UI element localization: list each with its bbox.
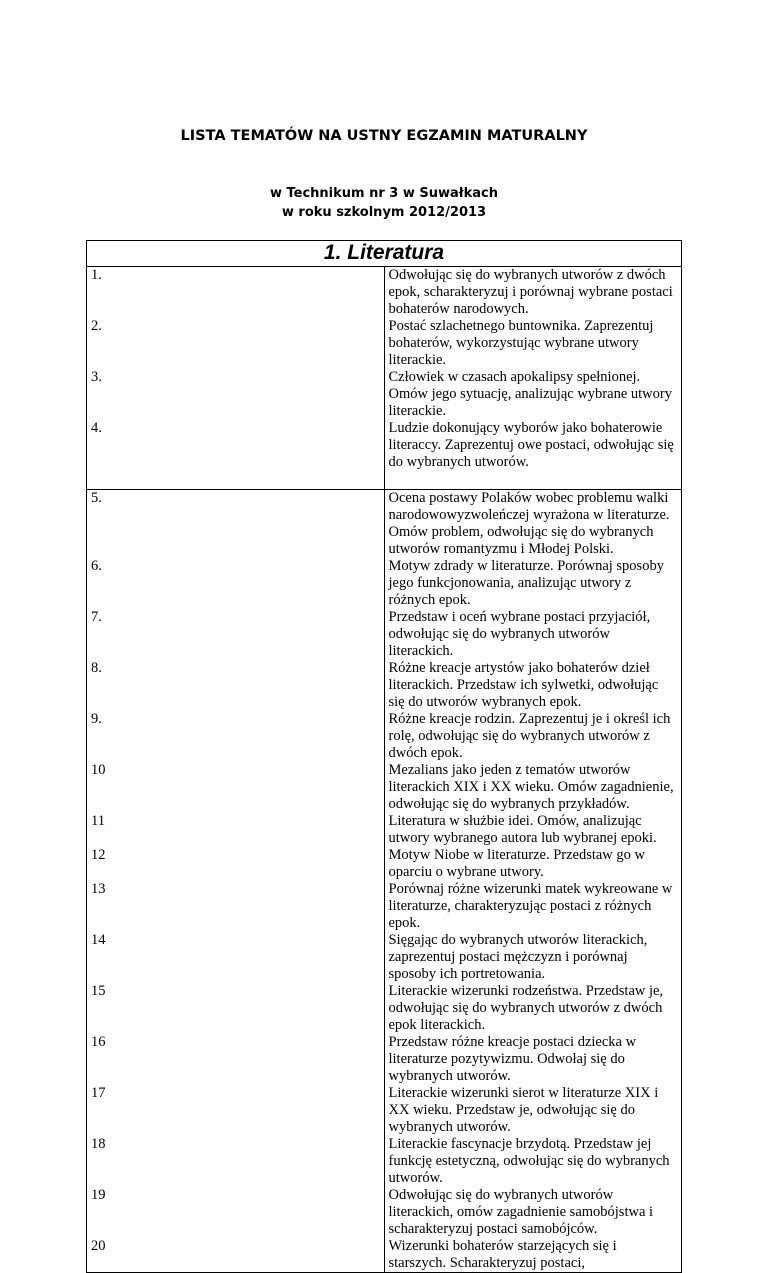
topic-number: 4. xyxy=(91,420,102,436)
topic-number: 12 xyxy=(91,847,106,863)
topics-group xyxy=(87,490,682,1273)
topic-number: 18 xyxy=(91,1136,106,1152)
section-heading-row xyxy=(87,241,682,267)
topic-number: 9. xyxy=(91,711,102,727)
topic-number-column xyxy=(87,490,385,1273)
topic-number: 1. xyxy=(91,267,102,283)
topic-text: Wizerunki bohaterów starzejących się i starszych. Scharakteryzuj postaci, xyxy=(388,1238,617,1271)
topic-text: Mezalians jako jeden z tematów utworów literackich XIX i XX wieku. Omów zagadnienie, odwołując się do wybranych przykładów. xyxy=(388,762,674,812)
topic-number: 19 xyxy=(91,1187,106,1203)
school-name: w Technikum nr 3 w Suwałkach xyxy=(269,186,499,201)
topic-text: Literackie wizerunki sierot w literaturze XIX i XX wieku. Przedstaw je, odwołując się do wybranych utworów. xyxy=(388,1085,659,1135)
topic-text: Sięgając do wybranych utworów literackich, zaprezentuj postaci mężczyzn i porównaj sposoby ich portretowania. xyxy=(388,932,648,982)
topic-text: Przedstaw i oceń wybrane postaci przyjaciół, odwołując się do wybranych utworów literackich. xyxy=(388,609,651,659)
topics-group xyxy=(87,267,682,490)
topic-text: Odwołując się do wybranych utworów literackich, omów zagadnienie samobójstwa i scharakteryzuj postaci samobójców. xyxy=(388,1187,654,1237)
topic-text: Literatura w służbie idei. Omów, analizując utwory wybranego autora lub wybranej epoki. xyxy=(388,813,657,846)
topic-text: Przedstaw różne kreacje postaci dziecka w literaturze pozytywizmu. Odwołaj się do wybranych utworów. xyxy=(388,1034,637,1084)
topic-number: 7. xyxy=(91,609,102,625)
topic-text: Literackie fascynacje brzydotą. Przedstaw jej funkcję estetyczną, odwołując się do wybranych utworów. xyxy=(388,1136,670,1186)
topic-number: 13 xyxy=(91,881,106,897)
topic-text-column xyxy=(384,490,682,1273)
topic-text-column xyxy=(384,267,682,490)
document-subtitle xyxy=(0,184,768,222)
topic-number: 10 xyxy=(91,762,106,778)
topic-text: Różne kreacje rodzin. Zaprezentuj je i określ ich rolę, odwołując się do wybranych utworów z dwóch epok. xyxy=(388,711,671,761)
topic-text: Różne kreacje artystów jako bohaterów dzieł literackich. Przedstaw ich sylwetki, odwołując się do utworów wybranych epok. xyxy=(388,660,659,710)
topic-text: Motyw Niobe w literaturze. Przedstaw go w oparciu o wybrane utwory. xyxy=(388,847,646,880)
topic-text: Człowiek w czasach apokalipsy spełnionej. Omów jego sytuację, analizując wybrane utwory literackie. xyxy=(388,369,672,419)
topics-table xyxy=(86,240,682,1273)
topic-number: 15 xyxy=(91,983,106,999)
topic-text: Porównaj różne wizerunki matek wykreowane w literaturze, charakteryzując postaci z różnych epok. xyxy=(388,881,673,931)
topic-number: 8. xyxy=(91,660,102,676)
topic-text: Postać szlachetnego buntownika. Zaprezentuj bohaterów, wykorzystując wybrane utwory literackie. xyxy=(388,318,654,368)
section-heading: 1. Literatura xyxy=(87,241,682,267)
topic-number: 16 xyxy=(91,1034,106,1050)
topic-number: 6. xyxy=(91,558,102,574)
topic-number: 5. xyxy=(91,490,102,506)
topic-text: Ocena postawy Polaków wobec problemu walki narodowowyzwoleńczej wyrażona w literaturze. Omów problem, odwołując się do wybranych utworów romantyzmu i Młodej Polski. xyxy=(388,490,670,557)
topic-number: 20 xyxy=(91,1238,106,1254)
document-title: LISTA TEMATÓW NA USTNY EGZAMIN MATURALNY xyxy=(180,128,588,144)
topic-text: Motyw zdrady w literaturze. Porównaj sposoby jego funkcjonowania, analizując utwory z różnych epok. xyxy=(388,558,664,608)
topic-number: 17 xyxy=(91,1085,106,1101)
topic-number: 11 xyxy=(91,813,105,829)
topic-text: Odwołując się do wybranych utworów z dwóch epok, scharakteryzuj i porównaj wybrane postaci bohaterów narodowych. xyxy=(388,267,673,317)
topic-number: 14 xyxy=(91,932,106,948)
school-year: w roku szkolnym 2012/2013 xyxy=(281,205,487,220)
topic-number: 3. xyxy=(91,369,102,385)
topic-number: 2. xyxy=(91,318,102,334)
topic-text: Ludzie dokonujący wyborów jako bohaterowie literaccy. Zaprezentuj owe postaci, odwołując się do wybranych utworów. xyxy=(388,420,674,470)
topic-text: Literackie wizerunki rodzeństwa. Przedstaw je, odwołując się do wybranych utworów z dwóch epok literackich. xyxy=(388,983,664,1033)
topic-number-column xyxy=(87,267,385,490)
